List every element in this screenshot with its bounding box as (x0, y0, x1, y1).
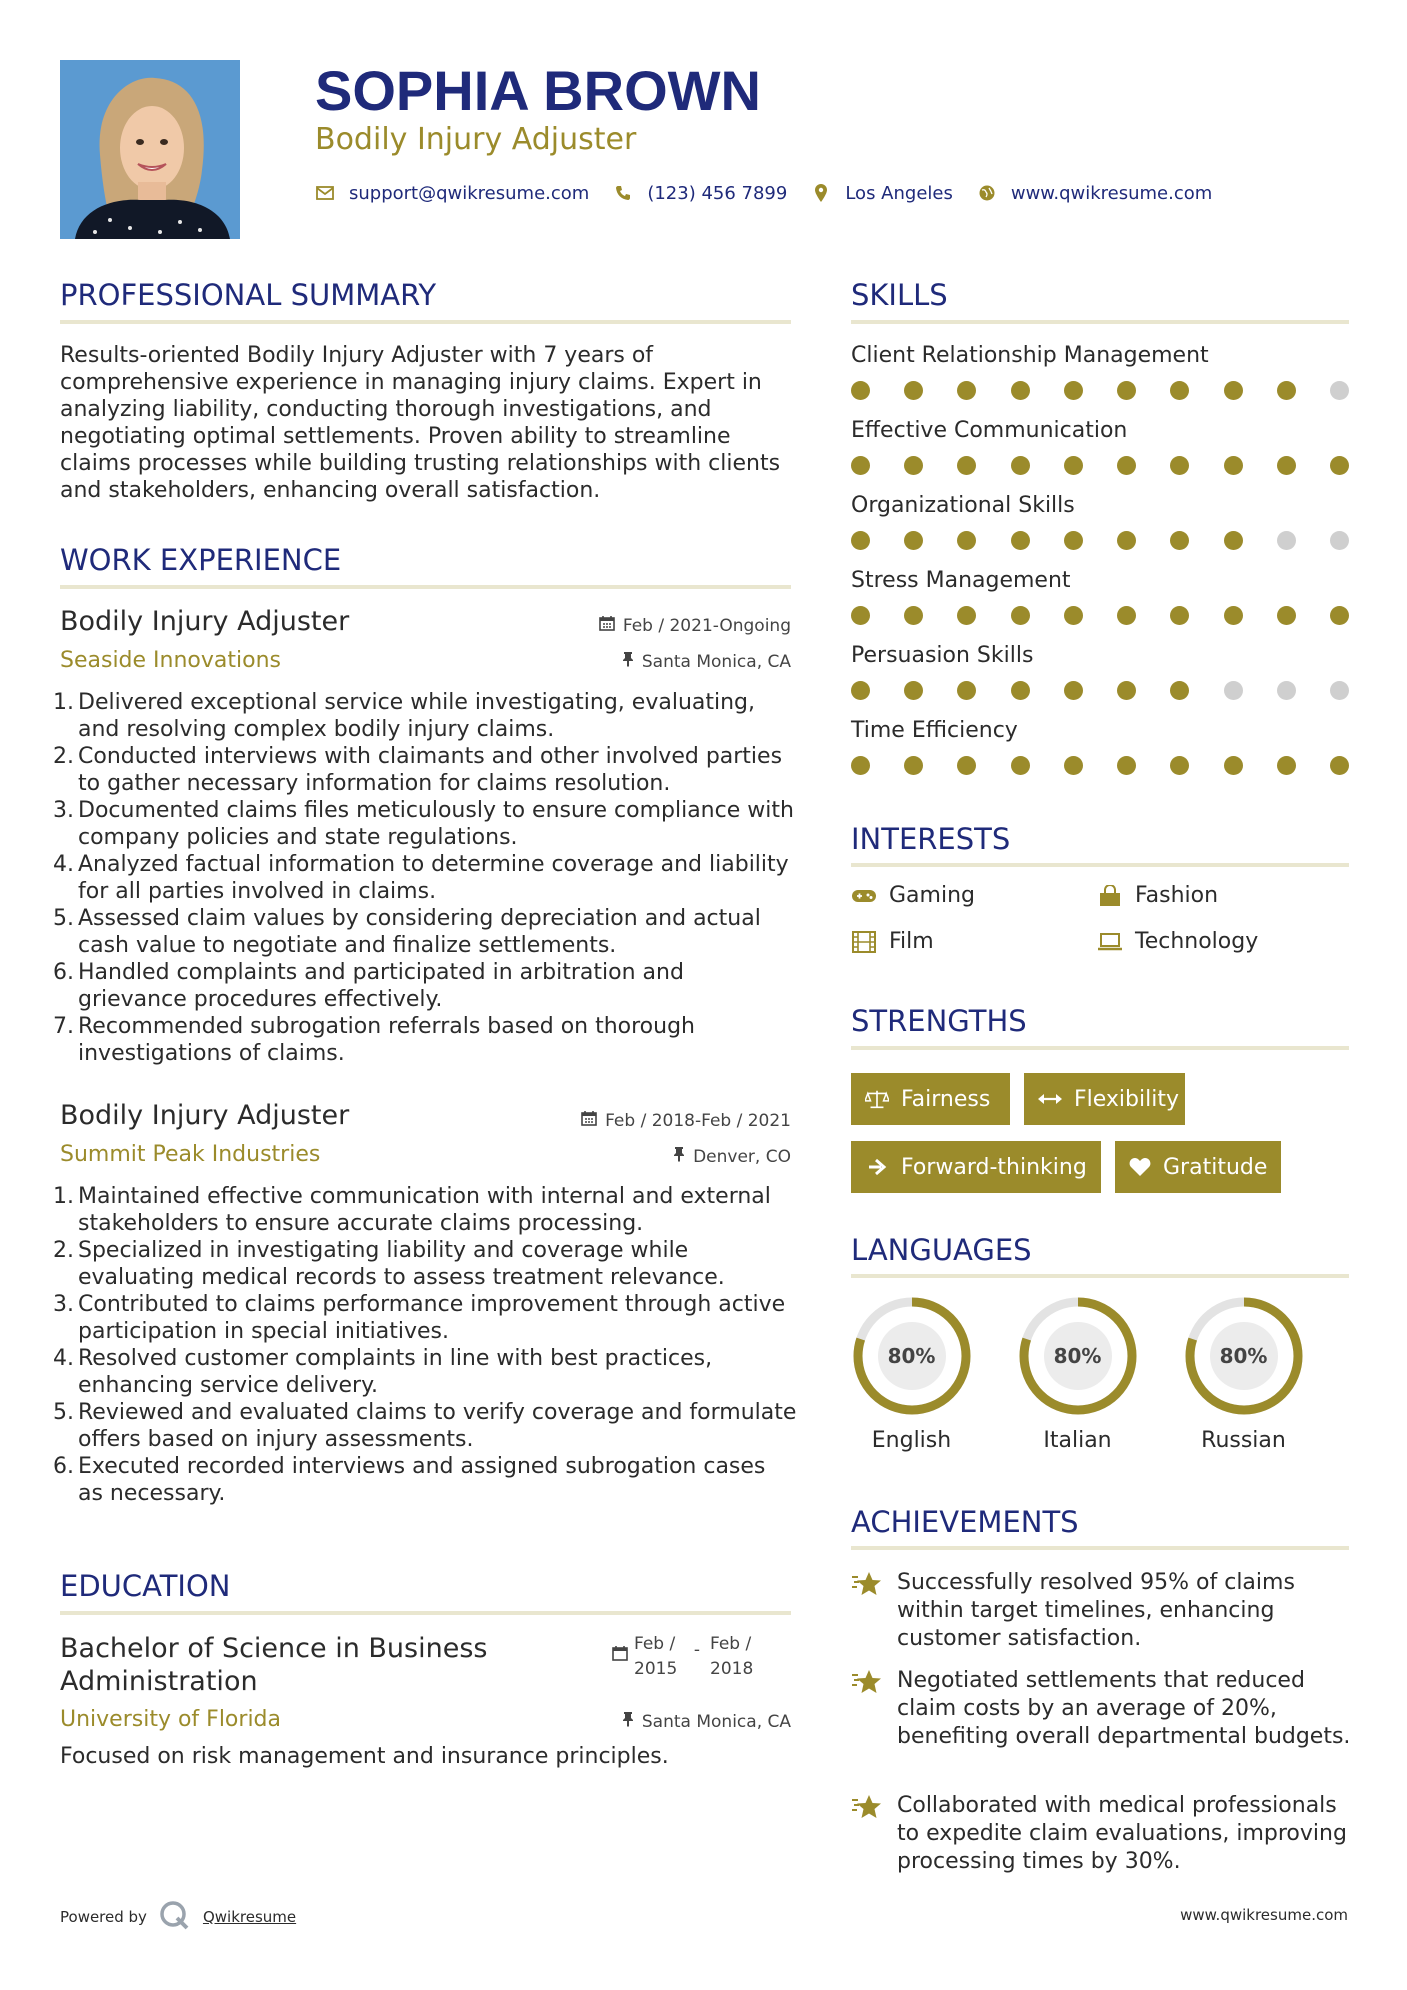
rating-dot-filled (1224, 756, 1243, 775)
pin-icon (622, 1711, 634, 1732)
film-icon (851, 931, 877, 953)
envelope-icon (315, 183, 335, 203)
rating-dot-filled (904, 531, 923, 550)
list-item: 4. Analyzed factual information to determine coverage and liability for all parties involved in claims. (53, 852, 789, 904)
job-dates-text: Feb / 2018-Feb / 2021 (605, 1110, 791, 1131)
language-item (849, 1294, 974, 1453)
rating-dot-filled (1224, 606, 1243, 625)
job-location-text: Santa Monica, CA (641, 651, 791, 672)
rating-dot-filled (1224, 456, 1243, 475)
rating-dot-filled (1170, 606, 1189, 625)
job-title: Bodily Injury Adjuster (60, 606, 350, 637)
section-divider (60, 1611, 791, 1615)
rating-dot-filled (904, 381, 923, 400)
pin-icon (622, 651, 634, 672)
section-divider (851, 863, 1349, 867)
rating-dot-filled (1170, 681, 1189, 700)
skill-name: Effective Communication (851, 418, 1128, 443)
gamepad-icon (851, 885, 877, 907)
rating-dot-filled (904, 606, 923, 625)
language-name: English (871, 1428, 952, 1453)
rating-dot-filled (1330, 756, 1349, 775)
list-item: 1. Delivered exceptional service while investigating, evaluating, and resolving complex bodily injury claims. (53, 690, 756, 742)
rating-dot-filled (1011, 456, 1030, 475)
skill-rating (851, 681, 1349, 701)
achievement-item (851, 1792, 1351, 1876)
strength-tag-fairness (851, 1073, 1010, 1125)
edu-end: Feb / 2018 (710, 1634, 754, 1679)
candidate-name: SOPHIA BROWN (315, 59, 761, 122)
section-title-interests: INTERESTS (851, 822, 1011, 856)
achievement-item (851, 1569, 1351, 1653)
rating-dot-filled (851, 606, 870, 625)
rating-dot-filled (957, 681, 976, 700)
contact-phone[interactable] (613, 183, 787, 204)
rating-dot-filled (1064, 681, 1083, 700)
rating-dot-filled (1170, 381, 1189, 400)
language-item (1181, 1294, 1306, 1453)
job-title: Bodily Injury Adjuster (60, 1100, 350, 1131)
edu-school: University of Florida (60, 1707, 281, 1732)
calendar-icon (599, 615, 615, 636)
job-dates (581, 1110, 791, 1131)
rating-dot-filled (1224, 381, 1243, 400)
summary-text: Results-oriented Bodily Injury Adjuster with 7 years of comprehensive experience in managing injury claims. Expert in analyzing liability, conducting thorough investigations, and negotiating optimal settlements. Proven ability to streamline claims processes while building trusting relationships with clients and stakeholders, enhancing overall satisfaction. (60, 343, 781, 503)
profile-photo (60, 60, 240, 239)
job-location-text: Denver, CO (693, 1146, 791, 1167)
rating-dot-filled (851, 381, 870, 400)
rating-dot-filled (1117, 456, 1136, 475)
section-title-summary: PROFESSIONAL SUMMARY (60, 278, 437, 312)
candidate-role: Bodily Injury Adjuster (315, 122, 637, 157)
star-award-icon (851, 1569, 885, 1653)
skill-rating (851, 606, 1349, 626)
phone-text[interactable]: (123) 456 7899 (647, 182, 788, 204)
strength-tag-flexibility (1024, 1073, 1185, 1125)
skill-name: Stress Management (851, 568, 1071, 593)
contact-email[interactable] (315, 183, 589, 204)
job-location (673, 1146, 791, 1167)
section-title-achievements: ACHIEVEMENTS (851, 1505, 1079, 1539)
list-item: 2. Specialized in investigating liability and coverage while evaluating medical records to assess treatment relevance. (53, 1238, 725, 1290)
language-ring (1016, 1294, 1140, 1418)
contact-location (811, 183, 953, 204)
interest-label: Fashion (1135, 883, 1219, 908)
list-item: 4. Resolved customer complaints in line with best practices, enhancing service delivery. (53, 1346, 713, 1398)
rating-dot-filled (957, 756, 976, 775)
skill-name: Client Relationship Management (851, 343, 1209, 368)
rating-dot-filled (1117, 381, 1136, 400)
edu-degree: Bachelor of Science in Business Administration (60, 1633, 488, 1697)
rating-dot-filled (1064, 381, 1083, 400)
rating-dot-filled (1117, 756, 1136, 775)
rating-dot-filled (957, 456, 976, 475)
powered-by-text: Powered by (60, 1908, 147, 1926)
contact-website[interactable] (977, 183, 1212, 204)
strength-label: Flexibility (1074, 1086, 1179, 1112)
rating-dot-filled (1224, 531, 1243, 550)
calendar-icon (581, 1110, 597, 1131)
rating-dot-filled (1117, 681, 1136, 700)
phone-icon (613, 183, 633, 203)
rating-dot-empty (1224, 681, 1243, 700)
rating-dot-filled (1011, 531, 1030, 550)
section-divider (60, 585, 791, 589)
website-text[interactable]: www.qwikresume.com (1010, 182, 1213, 204)
language-ring (850, 1294, 974, 1418)
strength-label: Gratitude (1163, 1154, 1268, 1180)
list-item: 5. Assessed claim values by considering depreciation and actual cash value to negotiate and finalize settlements. (53, 906, 761, 958)
language-percent: 80% (887, 1344, 936, 1368)
pin-icon (673, 1146, 685, 1167)
language-item (1015, 1294, 1140, 1453)
rating-dot-filled (1170, 456, 1189, 475)
job-dates-text: Feb / 2021-Ongoing (622, 615, 791, 636)
rating-dot-filled (1011, 681, 1030, 700)
list-item: 5. Reviewed and evaluated claims to verify coverage and formulate offers based on injury assessments. (53, 1400, 797, 1452)
rating-dot-filled (1064, 606, 1083, 625)
location-text: Los Angeles (845, 182, 953, 204)
list-item: 3. Contributed to claims performance improvement through active participation in special initiatives. (53, 1292, 786, 1344)
achievement-text: Collaborated with medical professionals to expedite claim evaluations, improving processing times by 30%. (897, 1793, 1347, 1874)
interest-label: Gaming (889, 883, 975, 908)
strength-tag-forward-thinking (851, 1141, 1101, 1193)
rating-dot-filled (851, 756, 870, 775)
list-item: 7. Recommended subrogation referrals based on thorough investigations of claims. (53, 1014, 695, 1066)
rating-dot-filled (1117, 606, 1136, 625)
list-item: 2. Conducted interviews with claimants and other involved parties to gather necessary information for claims resolution. (53, 744, 783, 796)
skill-rating (851, 756, 1349, 776)
rating-dot-filled (1011, 756, 1030, 775)
laptop-icon (1097, 931, 1123, 953)
rating-dot-filled (1170, 756, 1189, 775)
section-divider (60, 320, 791, 324)
interest-fashion (1097, 883, 1218, 908)
interest-label: Technology (1135, 929, 1259, 954)
rating-dot-filled (851, 681, 870, 700)
qwikresume-logo-icon (159, 1900, 191, 1934)
achievement-text: Successfully resolved 95% of claims within target timelines, enhancing customer satisfaction. (897, 1570, 1295, 1651)
language-percent: 80% (1053, 1344, 1102, 1368)
edu-description: Focused on risk management and insurance principles. (60, 1744, 669, 1769)
section-title-work: WORK EXPERIENCE (60, 543, 342, 577)
strength-label: Fairness (901, 1086, 991, 1112)
job-location (622, 651, 791, 672)
email-text[interactable]: support@qwikresume.com (349, 182, 590, 204)
section-title-skills: SKILLS (851, 278, 948, 312)
rating-dot-filled (957, 606, 976, 625)
edu-location-text: Santa Monica, CA (641, 1711, 791, 1732)
language-name: Italian (1043, 1428, 1112, 1453)
map-marker-icon (811, 183, 831, 203)
section-divider (851, 320, 1349, 324)
footer-powered (60, 1900, 296, 1934)
rating-dot-filled (1277, 381, 1296, 400)
section-divider (851, 1546, 1349, 1550)
balance-scale-icon (865, 1087, 889, 1111)
shopping-bag-icon (1097, 885, 1123, 907)
skill-name: Organizational Skills (851, 493, 1075, 518)
brand-link[interactable]: Qwikresume (202, 1908, 297, 1926)
list-item: 1. Maintained effective communication with internal and external stakeholders to ensure accurate claims processing. (53, 1184, 771, 1236)
rating-dot-filled (1064, 531, 1083, 550)
rating-dot-filled (851, 456, 870, 475)
interest-label: Film (889, 929, 934, 954)
achievement-text: Negotiated settlements that reduced claim costs by an average of 20%, benefiting overall departmental budgets. (897, 1668, 1351, 1749)
rating-dot-filled (1330, 606, 1349, 625)
achievement-item (851, 1667, 1351, 1751)
edu-dash: - (693, 1640, 701, 1660)
heart-icon (1129, 1155, 1151, 1179)
rating-dot-filled (1064, 456, 1083, 475)
list-item: 6. Handled complaints and participated in arbitration and grievance procedures effectively. (53, 960, 684, 1012)
section-title-strengths: STRENGTHS (851, 1004, 1027, 1038)
list-item: 3. Documented claims files meticulously to ensure compliance with company policies and state regulations. (53, 798, 794, 850)
edu-start: Feb / 2015 (634, 1634, 678, 1679)
edu-location (622, 1711, 791, 1732)
skill-rating (851, 381, 1349, 401)
rating-dot-empty (1277, 531, 1296, 550)
globe-icon (977, 183, 997, 203)
interest-film (851, 929, 934, 954)
footer-url[interactable]: www.qwikresume.com (1180, 1906, 1348, 1924)
strength-label: Forward-thinking (901, 1154, 1087, 1180)
calendar-icon (612, 1632, 628, 1682)
rating-dot-filled (957, 531, 976, 550)
rating-dot-empty (1330, 531, 1349, 550)
job-bullets (52, 1183, 797, 1507)
rating-dot-filled (1170, 531, 1189, 550)
rating-dot-filled (957, 381, 976, 400)
job-bullets (52, 689, 797, 1067)
rating-dot-filled (904, 756, 923, 775)
star-award-icon (851, 1667, 885, 1751)
skill-name: Time Efficiency (851, 718, 1018, 743)
interest-gaming (851, 883, 975, 908)
rating-dot-filled (904, 456, 923, 475)
language-percent: 80% (1219, 1344, 1268, 1368)
rating-dot-filled (1277, 456, 1296, 475)
rating-dot-filled (1277, 606, 1296, 625)
skill-rating (851, 531, 1349, 551)
job-company: Summit Peak Industries (60, 1142, 321, 1167)
rating-dot-filled (851, 531, 870, 550)
rating-dot-filled (1277, 756, 1296, 775)
skill-rating (851, 456, 1349, 476)
interest-technology (1097, 929, 1258, 954)
star-award-icon (851, 1792, 885, 1876)
strength-tag-gratitude (1115, 1141, 1281, 1193)
rating-dot-filled (1064, 756, 1083, 775)
rating-dot-filled (1117, 531, 1136, 550)
rating-dot-filled (904, 681, 923, 700)
language-name: Russian (1201, 1428, 1286, 1453)
section-title-languages: LANGUAGES (851, 1233, 1032, 1267)
rating-dot-empty (1277, 681, 1296, 700)
list-item: 6. Executed recorded interviews and assigned subrogation cases as necessary. (53, 1454, 766, 1506)
arrow-right-icon (865, 1155, 889, 1179)
arrows-horizontal-icon (1038, 1087, 1062, 1111)
rating-dot-empty (1330, 381, 1349, 400)
language-ring (1182, 1294, 1306, 1418)
job-dates (599, 615, 791, 636)
section-divider (851, 1046, 1349, 1050)
rating-dot-filled (1011, 606, 1030, 625)
edu-dates (612, 1632, 760, 1682)
section-divider (851, 1274, 1349, 1278)
contact-bar (315, 178, 1222, 208)
rating-dot-filled (1330, 456, 1349, 475)
section-title-education: EDUCATION (60, 1569, 231, 1603)
job-company: Seaside Innovations (60, 648, 281, 673)
skill-name: Persuasion Skills (851, 643, 1034, 668)
rating-dot-filled (1011, 381, 1030, 400)
rating-dot-empty (1330, 681, 1349, 700)
